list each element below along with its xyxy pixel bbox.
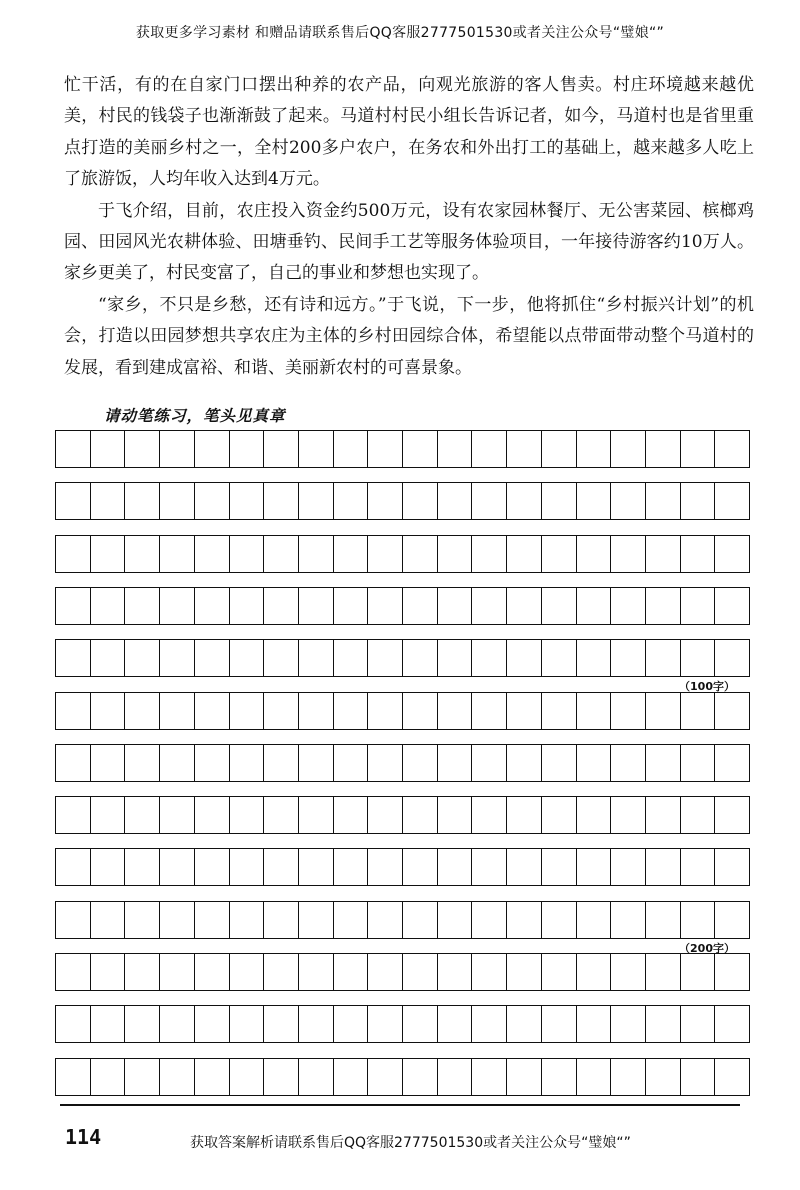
grid-cell[interactable] (646, 536, 681, 572)
grid-cell[interactable] (160, 1059, 195, 1095)
grid-cell[interactable] (91, 745, 126, 781)
grid-cell[interactable] (681, 797, 716, 833)
grid-cell[interactable] (611, 849, 646, 885)
grid-cell[interactable] (230, 588, 265, 624)
grid-cell[interactable] (160, 431, 195, 467)
grid-cell[interactable] (56, 745, 91, 781)
grid-cell[interactable] (334, 849, 369, 885)
grid-cell[interactable] (577, 693, 612, 729)
grid-cell[interactable] (403, 431, 438, 467)
grid-cell[interactable] (195, 902, 230, 938)
grid-cell[interactable] (403, 797, 438, 833)
page-number: 114 (65, 1125, 102, 1149)
grid-cell[interactable] (334, 1059, 369, 1095)
grid-cell[interactable] (542, 483, 577, 519)
grid-cell[interactable] (542, 1006, 577, 1042)
grid-cell[interactable] (715, 1006, 749, 1042)
grid-cell[interactable] (230, 693, 265, 729)
grid-cell[interactable] (611, 640, 646, 676)
grid-cell[interactable] (577, 588, 612, 624)
grid-cell[interactable] (299, 954, 334, 990)
grid-cell[interactable] (334, 640, 369, 676)
grid-cell[interactable] (230, 1059, 265, 1095)
grid-cell[interactable] (299, 640, 334, 676)
grid-cell[interactable] (125, 1006, 160, 1042)
grid-row (55, 1005, 750, 1043)
grid-cell[interactable] (264, 693, 299, 729)
grid-cell[interactable] (438, 640, 473, 676)
grid-cell[interactable] (542, 693, 577, 729)
grid-cell[interactable] (56, 1059, 91, 1095)
grid-cell[interactable] (125, 1059, 160, 1095)
grid-cell[interactable] (264, 745, 299, 781)
grid-cell[interactable] (438, 536, 473, 572)
grid-cell[interactable] (403, 536, 438, 572)
grid-cell[interactable] (91, 902, 126, 938)
grid-row (55, 1058, 750, 1096)
grid-cell[interactable] (368, 849, 403, 885)
grid-row (55, 535, 750, 573)
grid-cell[interactable] (577, 1059, 612, 1095)
grid-cell[interactable] (646, 1006, 681, 1042)
writing-grid (55, 430, 750, 1094)
grid-cell[interactable] (472, 693, 507, 729)
grid-cell[interactable] (646, 483, 681, 519)
grid-cell[interactable] (646, 849, 681, 885)
grid-cell[interactable] (507, 954, 542, 990)
page-header: 获取更多学习素材 和赠品请联系售后QQ客服2777501530或者关注公众号“璧娘“” (135, 25, 665, 41)
grid-cell[interactable] (507, 693, 542, 729)
grid-cell[interactable] (472, 483, 507, 519)
grid-cell[interactable] (715, 431, 749, 467)
grid-cell[interactable] (542, 640, 577, 676)
grid-cell[interactable] (611, 693, 646, 729)
grid-cell[interactable] (646, 431, 681, 467)
grid-cell[interactable] (299, 797, 334, 833)
grid-cell[interactable] (125, 536, 160, 572)
grid-cell[interactable] (472, 588, 507, 624)
grid-cell[interactable] (403, 1059, 438, 1095)
grid-row (55, 587, 750, 625)
grid-cell[interactable] (611, 1059, 646, 1095)
grid-cell[interactable] (681, 1059, 716, 1095)
grid-cell[interactable] (334, 954, 369, 990)
grid-cell[interactable] (472, 797, 507, 833)
grid-cell[interactable] (577, 431, 612, 467)
grid-cell[interactable] (334, 797, 369, 833)
grid-cell[interactable] (472, 640, 507, 676)
grid-cell[interactable] (195, 536, 230, 572)
grid-cell[interactable] (195, 1059, 230, 1095)
grid-cell[interactable] (577, 954, 612, 990)
grid-cell[interactable] (56, 849, 91, 885)
grid-cell[interactable] (264, 902, 299, 938)
grid-cell[interactable] (299, 483, 334, 519)
grid-cell[interactable] (299, 849, 334, 885)
grid-cell[interactable] (472, 536, 507, 572)
grid-cell[interactable] (681, 588, 716, 624)
grid-cell[interactable] (125, 954, 160, 990)
grid-cell[interactable] (125, 797, 160, 833)
grid-cell[interactable] (160, 849, 195, 885)
footer-note: 获取答案解析请联系售后QQ客服2777501530或者关注公众号“璧娘“” (190, 1135, 631, 1151)
grid-cell[interactable] (125, 745, 160, 781)
grid-cell[interactable] (611, 902, 646, 938)
grid-cell[interactable] (56, 902, 91, 938)
grid-cell[interactable] (611, 1006, 646, 1042)
grid-cell[interactable] (438, 431, 473, 467)
grid-cell[interactable] (542, 954, 577, 990)
grid-cell[interactable] (403, 1006, 438, 1042)
grid-cell[interactable] (195, 588, 230, 624)
article-body (64, 70, 754, 384)
grid-cell[interactable] (264, 431, 299, 467)
grid-cell[interactable] (264, 483, 299, 519)
grid-cell[interactable] (646, 1059, 681, 1095)
grid-cell[interactable] (715, 483, 749, 519)
paragraph-2: 于飞介绍，目前，农庄投入资金约500万元，设有农家园林餐厅、无公害菜园、槟榔鸡园、田园风光农耕体验、田塘垂钓、民间手工艺等服务体验项目，一年接待游客约10万人。家乡更美了，村民变富了，自己的事业和梦想也实现了。 (64, 200, 754, 284)
grid-cell[interactable] (368, 1006, 403, 1042)
grid-cell[interactable] (91, 849, 126, 885)
grid-cell[interactable] (195, 1006, 230, 1042)
grid-cell[interactable] (368, 902, 403, 938)
grid-cell[interactable] (56, 483, 91, 519)
grid-cell[interactable] (368, 797, 403, 833)
grid-cell[interactable] (403, 693, 438, 729)
grid-cell[interactable] (56, 1006, 91, 1042)
grid-cell[interactable] (611, 483, 646, 519)
grid-cell[interactable] (577, 1006, 612, 1042)
grid-cell[interactable] (611, 954, 646, 990)
grid-cell[interactable] (542, 588, 577, 624)
grid-cell[interactable] (403, 745, 438, 781)
grid-cell[interactable] (56, 431, 91, 467)
grid-cell[interactable] (438, 902, 473, 938)
grid-cell[interactable] (507, 483, 542, 519)
grid-cell[interactable] (125, 431, 160, 467)
grid-cell[interactable] (299, 1059, 334, 1095)
grid-cell[interactable] (681, 640, 716, 676)
grid-cell[interactable] (715, 954, 749, 990)
grid-cell[interactable] (577, 902, 612, 938)
grid-cell[interactable] (681, 693, 716, 729)
grid-cell[interactable] (91, 693, 126, 729)
grid-cell[interactable] (646, 745, 681, 781)
grid-cell[interactable] (56, 954, 91, 990)
word-count-label: （200字） (679, 941, 735, 955)
grid-cell[interactable] (195, 797, 230, 833)
grid-cell[interactable] (646, 954, 681, 990)
grid-cell[interactable] (472, 745, 507, 781)
grid-cell[interactable] (56, 536, 91, 572)
grid-cell[interactable] (438, 849, 473, 885)
grid-cell[interactable] (230, 536, 265, 572)
grid-cell[interactable] (715, 536, 749, 572)
grid-cell[interactable] (681, 483, 716, 519)
grid-row (55, 901, 750, 939)
grid-cell[interactable] (56, 693, 91, 729)
grid-cell[interactable] (681, 954, 716, 990)
grid-cell[interactable] (715, 693, 749, 729)
grid-cell[interactable] (125, 588, 160, 624)
grid-cell[interactable] (299, 1006, 334, 1042)
grid-cell[interactable] (403, 902, 438, 938)
grid-cell[interactable] (646, 640, 681, 676)
paragraph-1: 忙干活，有的在自家门口摆出种养的农产品，向观光旅游的客人售卖。村庄环境越来越优美，村民的钱袋子也渐渐鼓了起来。马道村村民小组长告诉记者，如今，马道村也是省里重点打造的美丽乡村之一，全村200多户农户，在务农和外出打工的基础上，越来越多人吃上了旅游饭，人均年收入达到4万元。 (64, 75, 754, 190)
grid-cell[interactable] (264, 797, 299, 833)
paragraph-3: “家乡，不只是乡愁，还有诗和远方。”于飞说，下一步，他将抓住“乡村振兴计划”的机会，打造以田园梦想共享农庄为主体的乡村田园综合体，希望能以点带面带动整个马道村的发展，看到建成富裕、和谐、美丽新农村的可喜景象。 (64, 294, 754, 378)
grid-cell[interactable] (264, 1059, 299, 1095)
grid-cell[interactable] (334, 588, 369, 624)
grid-cell[interactable] (438, 1059, 473, 1095)
grid-cell[interactable] (715, 745, 749, 781)
grid-cell[interactable] (681, 536, 716, 572)
grid-cell[interactable] (368, 640, 403, 676)
grid-cell[interactable] (472, 431, 507, 467)
grid-cell[interactable] (160, 588, 195, 624)
grid-row (55, 848, 750, 886)
grid-cell[interactable] (299, 431, 334, 467)
grid-cell[interactable] (91, 431, 126, 467)
grid-cell[interactable] (472, 1006, 507, 1042)
grid-cell[interactable] (299, 536, 334, 572)
word-count-label: （100字） (679, 680, 735, 694)
grid-cell[interactable] (160, 797, 195, 833)
grid-cell[interactable] (542, 431, 577, 467)
grid-cell[interactable] (195, 693, 230, 729)
grid-cell[interactable] (507, 849, 542, 885)
grid-cell[interactable] (611, 797, 646, 833)
grid-cell[interactable] (403, 483, 438, 519)
grid-cell[interactable] (577, 797, 612, 833)
grid-cell[interactable] (195, 745, 230, 781)
grid-cell[interactable] (646, 588, 681, 624)
grid-cell[interactable] (507, 640, 542, 676)
grid-cell[interactable] (472, 954, 507, 990)
grid-cell[interactable] (299, 588, 334, 624)
grid-cell[interactable] (438, 745, 473, 781)
grid-cell[interactable] (264, 536, 299, 572)
grid-cell[interactable] (195, 954, 230, 990)
grid-cell[interactable] (160, 1006, 195, 1042)
grid-cell[interactable] (299, 902, 334, 938)
grid-cell[interactable] (542, 1059, 577, 1095)
grid-cell[interactable] (91, 588, 126, 624)
grid-cell[interactable] (577, 849, 612, 885)
grid-cell[interactable] (646, 693, 681, 729)
grid-cell[interactable] (507, 902, 542, 938)
grid-cell[interactable] (611, 536, 646, 572)
grid-cell[interactable] (611, 588, 646, 624)
grid-cell[interactable] (160, 483, 195, 519)
grid-cell[interactable] (715, 640, 749, 676)
grid-cell[interactable] (438, 797, 473, 833)
grid-cell[interactable] (264, 849, 299, 885)
grid-cell[interactable] (334, 536, 369, 572)
grid-cell[interactable] (230, 849, 265, 885)
grid-cell[interactable] (91, 640, 126, 676)
grid-cell[interactable] (299, 693, 334, 729)
grid-cell[interactable] (230, 954, 265, 990)
grid-cell[interactable] (507, 797, 542, 833)
grid-cell[interactable] (507, 1006, 542, 1042)
grid-cell[interactable] (403, 849, 438, 885)
grid-row (55, 639, 750, 677)
grid-cell[interactable] (230, 431, 265, 467)
grid-cell[interactable] (507, 588, 542, 624)
grid-cell[interactable] (368, 1059, 403, 1095)
grid-cell[interactable] (160, 640, 195, 676)
grid-cell[interactable] (91, 536, 126, 572)
grid-cell[interactable] (646, 797, 681, 833)
grid-cell[interactable] (195, 849, 230, 885)
grid-cell[interactable] (577, 536, 612, 572)
grid-cell[interactable] (438, 1006, 473, 1042)
grid-cell[interactable] (403, 640, 438, 676)
grid-cell[interactable] (368, 431, 403, 467)
grid-cell[interactable] (438, 954, 473, 990)
grid-cell[interactable] (195, 640, 230, 676)
grid-cell[interactable] (56, 797, 91, 833)
grid-cell[interactable] (646, 902, 681, 938)
grid-cell[interactable] (681, 902, 716, 938)
grid-cell[interactable] (368, 745, 403, 781)
grid-cell[interactable] (56, 640, 91, 676)
grid-cell[interactable] (507, 536, 542, 572)
grid-cell[interactable] (438, 588, 473, 624)
grid-cell[interactable] (715, 588, 749, 624)
grid-cell[interactable] (230, 640, 265, 676)
grid-cell[interactable] (403, 588, 438, 624)
grid-cell[interactable] (542, 849, 577, 885)
grid-cell[interactable] (368, 536, 403, 572)
grid-cell[interactable] (715, 902, 749, 938)
grid-cell[interactable] (577, 483, 612, 519)
grid-cell[interactable] (125, 693, 160, 729)
grid-cell[interactable] (403, 954, 438, 990)
grid-cell[interactable] (611, 431, 646, 467)
grid-cell[interactable] (56, 588, 91, 624)
grid-row (55, 744, 750, 782)
grid-cell[interactable] (507, 431, 542, 467)
grid-cell[interactable] (230, 745, 265, 781)
grid-cell[interactable] (230, 483, 265, 519)
grid-cell[interactable] (681, 745, 716, 781)
grid-cell[interactable] (681, 1006, 716, 1042)
grid-cell[interactable] (681, 431, 716, 467)
grid-cell[interactable] (542, 902, 577, 938)
grid-row (55, 482, 750, 520)
grid-cell[interactable] (472, 902, 507, 938)
grid-cell[interactable] (368, 954, 403, 990)
grid-cell[interactable] (264, 1006, 299, 1042)
grid-cell[interactable] (334, 693, 369, 729)
grid-cell[interactable] (715, 797, 749, 833)
grid-cell[interactable] (715, 1059, 749, 1095)
grid-cell[interactable] (368, 483, 403, 519)
grid-cell[interactable] (160, 902, 195, 938)
grid-cell[interactable] (299, 745, 334, 781)
grid-cell[interactable] (264, 588, 299, 624)
grid-cell[interactable] (195, 431, 230, 467)
grid-cell[interactable] (125, 483, 160, 519)
grid-cell[interactable] (472, 849, 507, 885)
grid-row (55, 953, 750, 991)
grid-cell[interactable] (715, 849, 749, 885)
grid-cell[interactable] (438, 693, 473, 729)
grid-cell[interactable] (472, 1059, 507, 1095)
grid-cell[interactable] (230, 797, 265, 833)
grid-cell[interactable] (195, 483, 230, 519)
grid-cell[interactable] (334, 902, 369, 938)
grid-cell[interactable] (160, 954, 195, 990)
grid-cell[interactable] (160, 693, 195, 729)
grid-cell[interactable] (160, 745, 195, 781)
grid-cell[interactable] (611, 745, 646, 781)
grid-cell[interactable] (334, 1006, 369, 1042)
grid-cell[interactable] (542, 536, 577, 572)
grid-cell[interactable] (577, 745, 612, 781)
grid-cell[interactable] (264, 640, 299, 676)
grid-cell[interactable] (230, 902, 265, 938)
grid-cell[interactable] (368, 588, 403, 624)
grid-cell[interactable] (542, 797, 577, 833)
grid-cell[interactable] (91, 1059, 126, 1095)
grid-cell[interactable] (681, 849, 716, 885)
grid-cell[interactable] (542, 745, 577, 781)
grid-cell[interactable] (334, 745, 369, 781)
grid-cell[interactable] (334, 431, 369, 467)
grid-cell[interactable] (577, 640, 612, 676)
grid-cell[interactable] (264, 954, 299, 990)
grid-cell[interactable] (368, 693, 403, 729)
grid-cell[interactable] (507, 1059, 542, 1095)
grid-cell[interactable] (125, 902, 160, 938)
grid-cell[interactable] (91, 483, 126, 519)
grid-cell[interactable] (91, 954, 126, 990)
grid-cell[interactable] (91, 797, 126, 833)
grid-cell[interactable] (438, 483, 473, 519)
grid-cell[interactable] (125, 849, 160, 885)
practice-title: 请动笔练习，笔头见真章 (104, 406, 286, 425)
grid-row (55, 430, 750, 468)
grid-cell[interactable] (125, 640, 160, 676)
grid-row (55, 692, 750, 730)
grid-cell[interactable] (91, 1006, 126, 1042)
grid-row (55, 796, 750, 834)
grid-cell[interactable] (230, 1006, 265, 1042)
grid-cell[interactable] (160, 536, 195, 572)
grid-cell[interactable] (507, 745, 542, 781)
grid-cell[interactable] (334, 483, 369, 519)
footer-divider (60, 1104, 740, 1106)
